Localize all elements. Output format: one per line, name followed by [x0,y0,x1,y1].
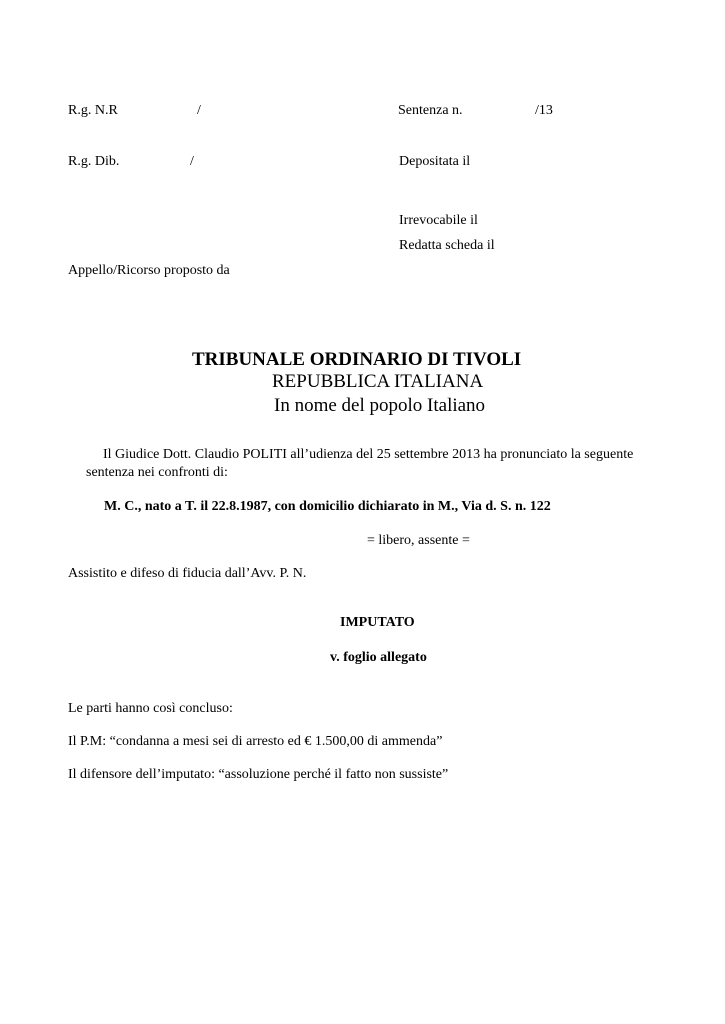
pm-conclusion: Il P.M: “condanna a mesi sei di arresto ed € 1.500,00 di ammenda” [68,734,443,749]
rg-nr-slash: / [197,103,201,118]
people-heading: In nome del popolo Italiano [274,395,486,416]
redatta-label: Redatta scheda il [399,238,495,253]
intro-line-1: Il Giudice Dott. Claudio POLITI all’udienza del 25 settembre 2013 ha pronunciato la seguente [103,447,634,462]
intro-line-2: sentenza nei confronti di: [86,465,228,480]
status-line: = libero, assente = [367,533,470,548]
court-title: TRIBUNALE ORDINARIO DI TIVOLI [192,349,522,370]
defense-conclusion: Il difensore dell’imputato: “assoluzione perché il fatto non sussiste” [68,767,449,782]
irrevocabile-label: Irrevocabile il [399,213,478,228]
appello-label: Appello/Ricorso proposto da [68,263,230,278]
depositata-label: Depositata il [399,154,471,169]
parties-line: Le parti hanno così concluso: [68,701,233,716]
rg-nr-label: R.g. N.R [68,103,118,118]
sentenza-label: Sentenza n. [398,103,463,118]
counsel-line: Assistito e difeso di fiducia dall’Avv. P. N. [68,566,307,581]
rg-dib-slash: / [190,154,194,169]
republic-heading: REPUBBLICA ITALIANA [272,371,484,392]
imputato-heading: IMPUTATO [340,615,415,630]
rg-dib-label: R.g. Dib. [68,154,120,169]
foglio-allegato: v. foglio allegato [330,650,427,665]
sentenza-suffix: /13 [535,103,553,118]
defendant-line: M. C., nato a T. il 22.8.1987, con domicilio dichiarato in M., Via d. S. n. 122 [104,499,551,514]
